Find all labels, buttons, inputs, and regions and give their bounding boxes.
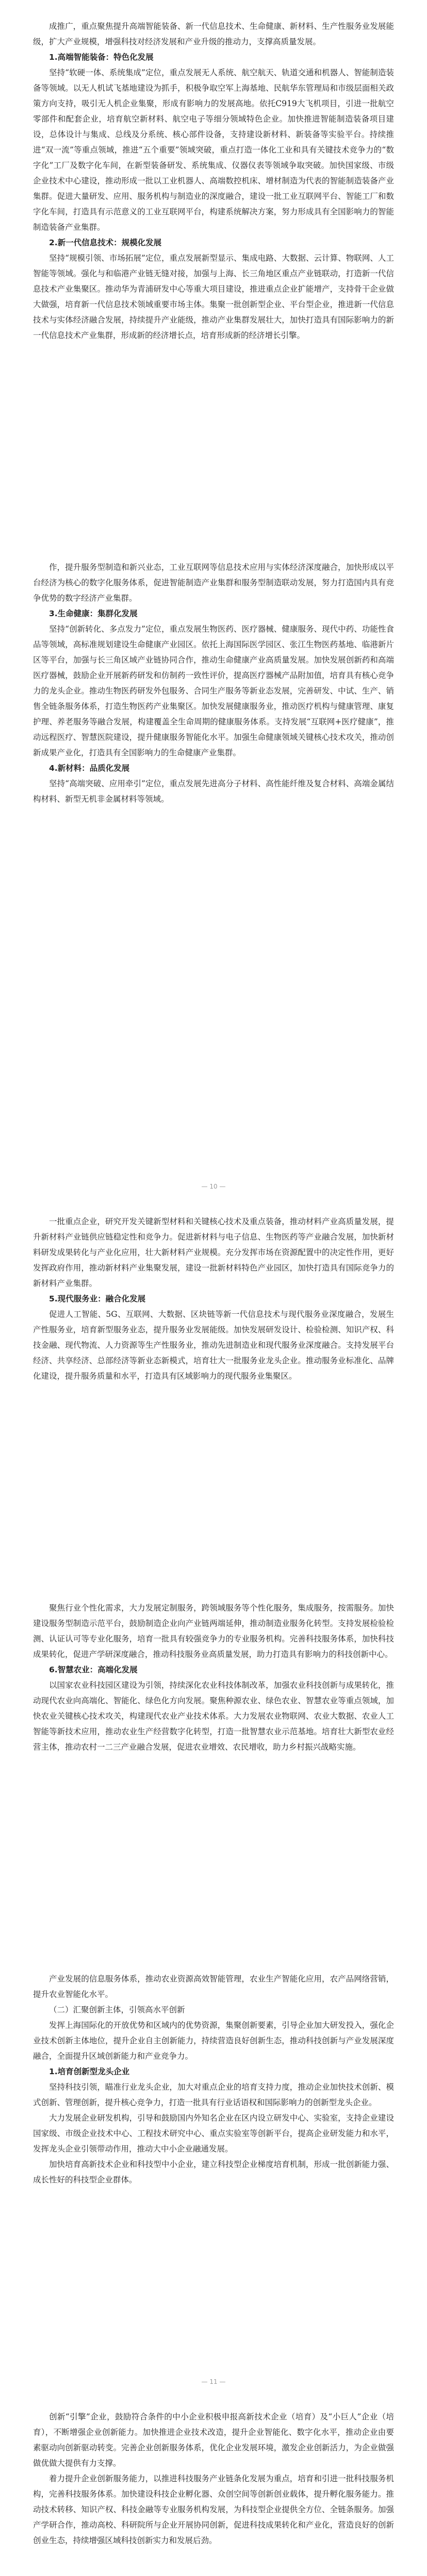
body-paragraph: 作，提升服务型制造和新兴业态，工业互联网等信息技术应用与实体经济深度融合，加快形成以平台经济为核心的数字化服务体系，促进智能制造产业集群和服务型制造联动发展，努力打造国内具有竞争优势的数字经济产业集群。 — [33, 563, 394, 603]
body-paragraph: 以国家农业科技园区建设为引领，持续深化农业科技体制改革，加强农业科技创新与成果转化，推动现代农业向高端化、智能化、绿色化方向发展。聚焦种源农业、绿色农业、智慧农业等重点领域，加快农业关键核心技术攻关，构建现代农业产业技术体系。大力发展农业物联网、农业大数据、农业人工智能等新技术应用，推动农业生产经营数字化转型，打造一批智慧农业示范基地。培育壮大新型农业经营主体，推动农村一二三产业融合发展，促进农业增效、农民增收，助力乡村振兴战略实施。 — [33, 1681, 394, 1752]
page-number-label: — 10 — — [202, 1183, 226, 1190]
body-paragraph: 一批重点企业，研究开发关键新型材料和关键核心技术及重点装备，推动材料产业高质量发展，提升新材料产业链供应链稳定性和竞争力。促进新材料与电子信息、生物医药等产业融合发展，加快新材料研发成果转化与产业化应用，壮大新材料产业规模。充分发挥市场在资源配置中的决定性作用，更好发挥政府作用，推动新材料产业集聚发展，建设一批新材料特色产业园区，加快打造具有国际竞争力的新材料产业集群。 — [33, 1217, 394, 1288]
body-paragraph: 发挥上海国际化的开放优势和区域内的优势资源，集聚创新要素，引导企业加大研发投入，强化企业技术创新主体地位，提升企业自主创新能力，持续营造良好创新生态，推动科技创新与产业发展深度融合，全面提升区域创新能力和产业竞争力。 — [33, 2021, 394, 2061]
document-page — [0, 1206, 427, 2391]
section-heading: 5.现代服务业：融合化发展 — [49, 1294, 146, 1303]
body-paragraph: 坚持“创新转化、多点发力”定位，重点发展生物医药、医疗器械、健康服务、现代中药、功能性食品等领域，高标准规划建设生命健康产业园区。依托上海国际医学园区、张江生物医药基地、临港新片区等平台，加强与长三角区域产业链协同合作，推动生命健康产业高质量发展。加快发展创新药和高端医疗器械，鼓励企业开展新药研发和仿制药一致性评价，提高医疗器械产品附加值，培育具有核心竞争力的龙头企业。推动生物医药研发外包服务、合同生产服务等新业态发展，完善研发、中试、生产、销售全链条服务体系，打造生物医药产业集聚区。加快发展健康服务业，推动医疗机构与健康管理、康复护理、养老服务等融合发展，构建覆盖全生命周期的健康服务体系。支持发展“互联网+医疗健康”，推动远程医疗、智慧医院建设，提升健康服务智能化水平。加强生命健康领域关键核心技术攻关，推动创新成果产业化，打造具有全国影响力的生命健康产业集群。 — [33, 624, 394, 757]
section-heading: 4.新材料：品质化发展 — [49, 764, 130, 773]
body-paragraph: 着力提升企业创新服务能力，以推进科技服务产业链条化发展为重点，培育和引进一批科技服务机构，完善科技服务体系。加快建设科技企业孵化器、众创空间等创新创业载体，提升孵化服务能力。推动技术转移、知识产权、科技金融等专业服务机构发展，为科技型企业提供全方位、全链条服务。加强产学研合作，推动高校、科研院所与企业开展协同创新，促进科技成果转化和产业化，营造良好的创新创业生态，持续增强区域科技创新实力和发展后劲。 — [33, 2474, 394, 2545]
body-paragraph: 成推广，重点聚焦提升高端智能装备、新一代信息技术、生命健康、新材料、生产性服务业发展能级，扩大产业规模，增强科技对经济发展和产业升级的推动力，支撑高质量发展。 — [33, 22, 394, 46]
section-heading: 3.生命健康：集群化发展 — [49, 609, 138, 618]
section-heading: 1.培育创新型龙头企业 — [49, 2067, 130, 2076]
page-gap — [33, 1384, 394, 1600]
body-paragraph: 加快培育高新技术企业和科技型中小企业，建立科技型企业梯度培育机制，形成一批创新能力强、成长性好的科技型企业群体。 — [33, 2160, 394, 2184]
document-page — [0, 2401, 427, 2576]
page-number — [0, 1183, 427, 1190]
body-paragraph: （二）汇聚创新主体，引领高水平创新 — [49, 2005, 185, 2014]
document-page — [0, 10, 427, 1195]
body-paragraph: 产业发展的信息服务体系，推动农业资源高效智能管理，农业生产智能化应用，农产品网络营销，提升农业智能化水平。 — [33, 1974, 394, 1999]
page-number-label: — 11 — — [202, 2378, 226, 2385]
body-paragraph: 坚持科技引领，瞄准行业龙头企业，加大对重点企业的培育支持力度，推动企业加快技术创新、模式创新、管理创新，提升核心竞争力，打造一批具有行业话语权和国际影响力的创新型龙头企业。 — [33, 2082, 394, 2107]
body-paragraph: 大力发展企业研发机构，引导和鼓励国内外知名企业在区内设立研发中心、实验室，支持企业建设国家级、市级企业技术中心、工程技术研究中心、重点实验室等创新平台，提高企业研发能力和水平，发挥龙头企业引领带动作用，推动大中小企业融通发展。 — [33, 2113, 394, 2154]
page-gap — [33, 1755, 394, 1971]
body-paragraph: 坚持“高端突破、应用牵引”定位，重点发展先进高分子材料、高性能纤维及复合材料、高端金属结构材料、新型无机非金属材料等领域。 — [33, 779, 394, 804]
section-heading: 2.新一代信息技术：规模化发展 — [49, 238, 162, 247]
body-paragraph: 创新“引擎”企业，鼓励符合条件的中小企业积极申报高新技术企业（培育）及“小巨人”企业（培育），不断增强企业创新能力。加快推进企业技术改造，提升企业智能化、数字化水平，推动企业由要素驱动向创新驱动转变。完善企业创新服务体系，优化企业发展环境，激发企业创新活力，为企业做强做优做大提供有力支撑。 — [33, 2412, 394, 2468]
body-paragraph: 聚焦行业个性化需求，大力发展定制服务，跨领域服务等个性化服务，集成服务，按需服务。加快建设服务型制造示范平台，鼓励制造企业向产业链两端延伸，推动制造业服务化转型。支持发展检验检测、认证认可等专业化服务，培育一批具有较强竞争力的专业服务机构。完善科技服务体系，加快科技成果转化，促进产学研深度融合，推动科技服务业高质量发展，助力打造具有影响力的科技创新中心。 — [33, 1603, 394, 1659]
body-paragraph: 坚持“软硬一体、系统集成”定位，重点发展无人系统、航空航天、轨道交通和机器人、智能制造装备等领域。以无人机试飞基地建设为抓手，积极争取空军上海基地、民航华东管理局和市级层面相关政策方向支持，吸引无人机企业集聚，形成有影响力的发展高地。依托C919大飞机项目，引进一批航空零部件和配套企业，培育航空新材料、航空电子等细分领域特色企业。加快推进智能制造装备项目建设，总体设计与集成、总线及分系统、核心部件设备，支持建设新材料、新装备等实验平台。持续推进“双一流”等重点领域，推进“五个重要”领域突破，重点打造一体化工业和具有关键技术竞争力的“数字化”工厂及数字化车间，在新型装备研发、系统集成、仪器仪表等领域争取突破。加快国家级、市级企业技术中心建设，推动形成一批以工业机器人、高端数控机床、增材制造为代表的智能制造装备产业集群。促进大量研发、应用、服务机构与制造业的深度融合，建设一批工业互联网平台、智能工厂和数字化车间，打造具有示范意义的工业互联网平台，构建系统解决方案，努力形成具有全国影响力的智能制造装备产业集群。 — [33, 68, 394, 232]
section-heading: 6.智慧农业：高端化发展 — [49, 1665, 138, 1674]
body-paragraph: 促进人工智能、5G、互联网、大数据、区块链等新一代信息技术与现代服务业深度融合，发展生产性服务业，培育新型服务业态，提升服务业发展能级。加快发展研发设计、检验检测、知识产权、科技金融、现代物流、人力资源等生产性服务业，推动先进制造业和现代服务业深度融合。支持发展平台经济、共享经济、总部经济等新业态新模式，培育壮大一批服务业龙头企业。推动服务业标准化、品牌化建设，提升服务质量和水平，打造具有区域影响力的现代服务业集聚区。 — [33, 1310, 394, 1381]
page-gap — [33, 343, 394, 560]
section-heading: 1.高端智能装备：特色化发展 — [49, 53, 154, 62]
body-paragraph: 坚持“规模引领、市场拓展”定位，重点发展新型显示、集成电路、大数据、云计算、物联网、人工智能等领域。强化与和临港产业链无缝对接，加强与上海、长三角地区重点产业链联动，打造新一代信息技术产业集聚区。推动华为青浦研发中心等重大项目建设，推进重点企业扩能增产，支持骨干企业做大做强，培育新一代信息技术领域重要市场主体。集聚一批创新型企业、平台型企业，推进新一代信息技术与实体经济融合发展，持续提升产业能级，推动产业集群发展壮大，加快打造具有国际影响力的新一代信息技术产业集群，形成新的经济增长点，培育形成新的经济增长引擎。 — [33, 253, 394, 340]
page-number — [0, 2378, 427, 2385]
